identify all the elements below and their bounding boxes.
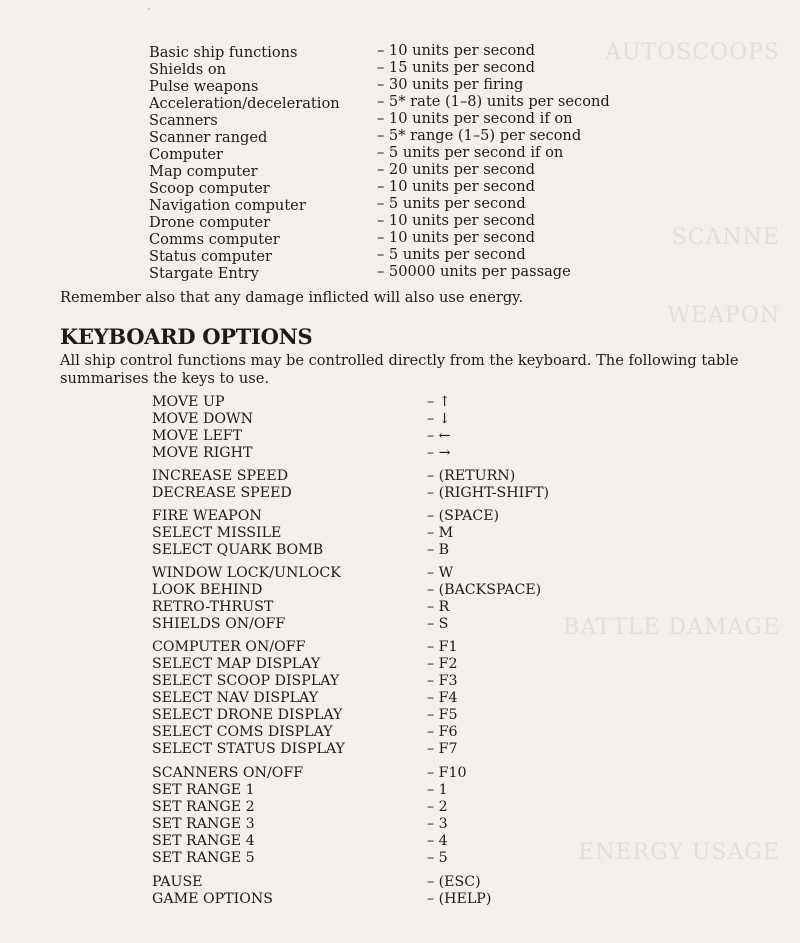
energy-value: – 20 units per second <box>377 161 536 178</box>
ghost-heading-3: WEAPON <box>667 303 780 328</box>
energy-value: – 5* range (1–5) per second <box>377 127 582 144</box>
energy-label: Stargate Entry <box>149 265 259 282</box>
key-binding: – (ESC) <box>427 874 481 890</box>
key-binding: – M <box>427 525 454 541</box>
key-binding: – F4 <box>427 690 458 706</box>
key-action: SHIELDS ON/OFF <box>152 616 286 632</box>
energy-label: Status computer <box>149 248 272 265</box>
damage-energy-note: Remember also that any damage inflicted will also use energy. <box>60 289 524 306</box>
key-binding: – 1 <box>427 782 448 798</box>
energy-label: Pulse weapons <box>149 78 259 95</box>
key-action: SELECT SCOOP DISPLAY <box>152 673 340 689</box>
ghost-heading-2: SCANNE <box>671 225 780 250</box>
energy-label: Map computer <box>149 163 258 180</box>
intro-paragraph: All ship control functions may be controlled directly from the keyboard. The following table summarises the keys to use. <box>60 352 739 387</box>
key-action: MOVE DOWN <box>152 411 254 427</box>
ghost-heading-4: BATTLE DAMAGE <box>563 615 780 640</box>
energy-value: – 10 units per second <box>377 229 536 246</box>
key-action: SELECT COMS DISPLAY <box>152 724 333 740</box>
key-action: SELECT MISSILE <box>152 525 282 541</box>
key-action: RETRO-THRUST <box>152 599 274 615</box>
energy-label: Acceleration/deceleration <box>149 95 340 112</box>
key-binding: – (RETURN) <box>427 468 516 484</box>
ghost-heading-1: AUTOSCOOPS <box>605 40 780 65</box>
key-action: MOVE LEFT <box>152 428 243 444</box>
energy-value: – 10 units per second <box>377 178 536 195</box>
key-binding: – (BACKSPACE) <box>427 582 542 598</box>
key-binding: – R <box>427 599 450 615</box>
energy-label: Basic ship functions <box>149 44 298 61</box>
key-action: SCANNERS ON/OFF <box>152 765 304 781</box>
key-binding: – F2 <box>427 656 458 672</box>
key-binding: – (HELP) <box>427 891 492 907</box>
key-action: SELECT MAP DISPLAY <box>152 656 321 672</box>
key-binding: – ↑ <box>427 394 451 410</box>
key-binding: – ↓ <box>427 411 451 427</box>
key-binding: – ← <box>427 428 451 444</box>
energy-label: Navigation computer <box>149 197 306 214</box>
key-binding: – B <box>427 542 450 558</box>
energy-value: – 30 units per firing <box>377 76 524 93</box>
energy-value: – 10 units per second <box>377 42 536 59</box>
key-binding: – F7 <box>427 741 458 757</box>
energy-value: – 50000 units per passage <box>377 263 571 280</box>
key-binding: – F1 <box>427 639 458 655</box>
energy-value: – 5 units per second <box>377 195 526 212</box>
key-binding: – 2 <box>427 799 448 815</box>
key-binding: – 4 <box>427 833 448 849</box>
key-action: SET RANGE 1 <box>152 782 255 798</box>
energy-label: Scanner ranged <box>149 129 268 146</box>
energy-label: Scanners <box>149 112 218 129</box>
energy-label: Shields on <box>149 61 227 78</box>
page-speck <box>148 8 150 10</box>
key-binding: – (SPACE) <box>427 508 500 524</box>
key-action: SET RANGE 2 <box>152 799 255 815</box>
key-action: LOOK BEHIND <box>152 582 263 598</box>
key-binding: – F5 <box>427 707 458 723</box>
key-action: DECREASE SPEED <box>152 485 292 501</box>
energy-value: – 10 units per second if on <box>377 110 573 127</box>
key-binding: – 5 <box>427 850 448 866</box>
key-binding: – F3 <box>427 673 458 689</box>
key-action: INCREASE SPEED <box>152 468 289 484</box>
energy-label: Computer <box>149 146 224 163</box>
key-action: COMPUTER ON/OFF <box>152 639 306 655</box>
key-binding: – F6 <box>427 724 458 740</box>
energy-value: – 5 units per second <box>377 246 526 263</box>
key-action: WINDOW LOCK/UNLOCK <box>152 565 341 581</box>
key-action: MOVE RIGHT <box>152 445 253 461</box>
key-action: SELECT STATUS DISPLAY <box>152 741 345 757</box>
section-heading: KEYBOARD OPTIONS <box>60 324 313 349</box>
energy-label: Scoop computer <box>149 180 270 197</box>
energy-value: – 5* rate (1–8) units per second <box>377 93 610 110</box>
ghost-heading-5: ENERGY USAGE <box>578 840 780 865</box>
key-binding: – F10 <box>427 765 467 781</box>
energy-label: Drone computer <box>149 214 271 231</box>
key-binding: – S <box>427 616 449 632</box>
key-action: SELECT NAV DISPLAY <box>152 690 319 706</box>
key-binding: – 3 <box>427 816 448 832</box>
key-action: FIRE WEAPON <box>152 508 262 524</box>
key-binding: – → <box>427 445 451 461</box>
energy-value: – 15 units per second <box>377 59 536 76</box>
key-action: SET RANGE 5 <box>152 850 255 866</box>
energy-label: Comms computer <box>149 231 280 248</box>
energy-value: – 10 units per second <box>377 212 536 229</box>
energy-value: – 5 units per second if on <box>377 144 564 161</box>
key-action: SELECT DRONE DISPLAY <box>152 707 343 723</box>
key-binding: – (RIGHT-SHIFT) <box>427 485 550 501</box>
key-action: MOVE UP <box>152 394 225 410</box>
key-action: SET RANGE 3 <box>152 816 255 832</box>
key-action: GAME OPTIONS <box>152 891 273 907</box>
key-action: PAUSE <box>152 874 203 890</box>
key-action: SELECT QUARK BOMB <box>152 542 324 558</box>
key-action: SET RANGE 4 <box>152 833 255 849</box>
key-binding: – W <box>427 565 454 581</box>
